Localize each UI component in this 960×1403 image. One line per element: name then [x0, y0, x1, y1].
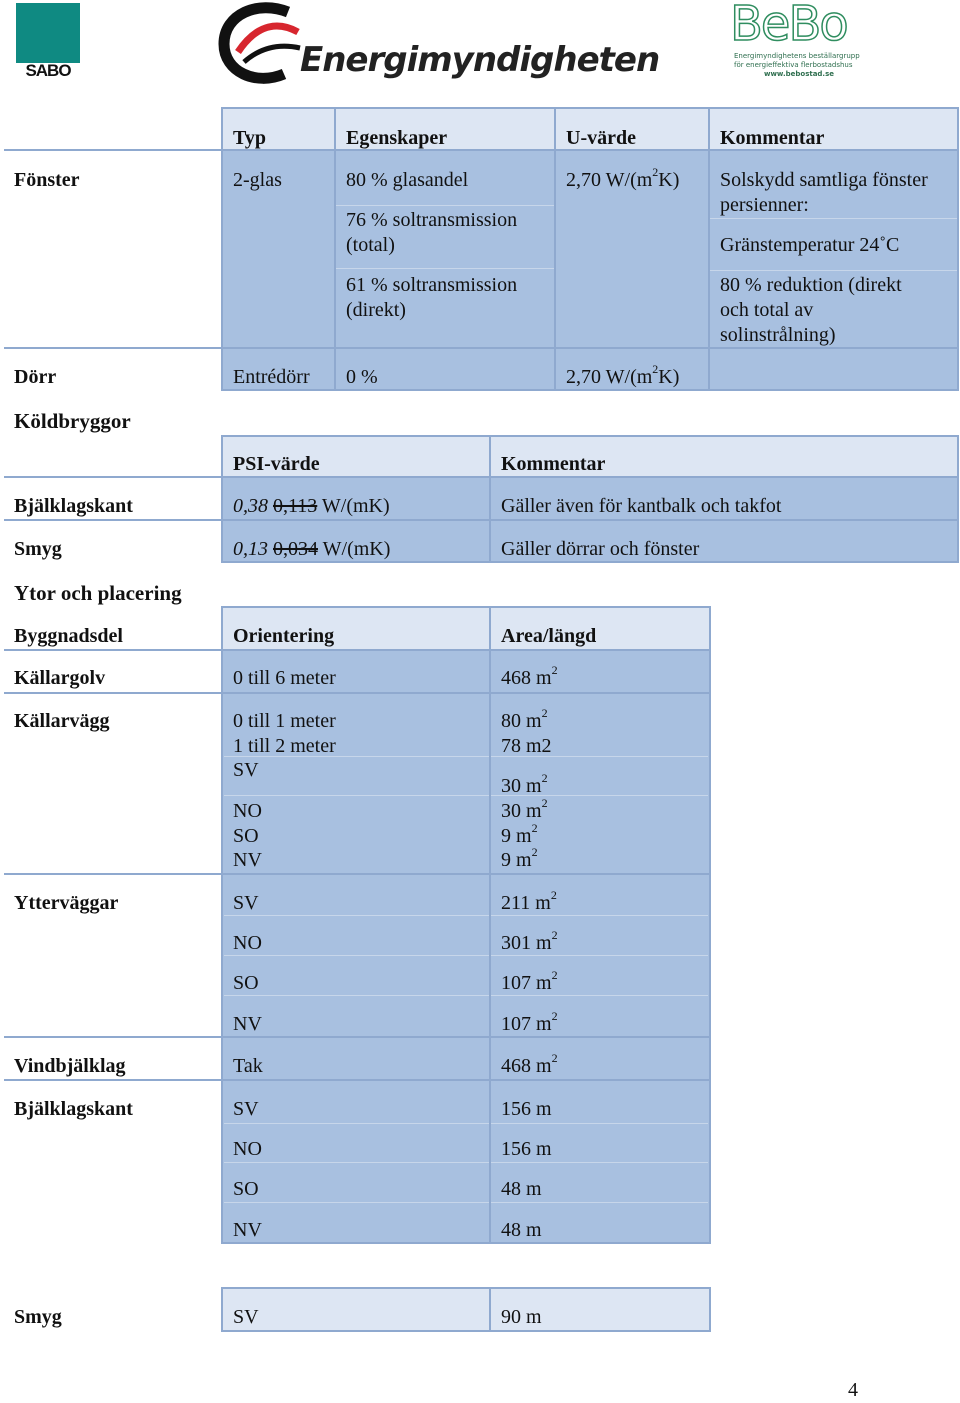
fonster-typ: 2-glas	[233, 169, 282, 191]
smyg-area: 90 m	[501, 1306, 542, 1328]
fonster-kommentar-1: Solskydd samtliga fönster persienner:	[720, 169, 928, 216]
kallarvagg-area-5: 9 $m^2$	[501, 821, 538, 847]
bjalklagskant-area-3: 48 m	[501, 1178, 542, 1200]
fonster-kommentar-2: Gränstemperatur 24˚C	[720, 234, 900, 256]
energimyndigheten-logo-text: Energimyndigheten	[300, 40, 660, 80]
header-egenskaper: Egenskaper	[346, 127, 448, 149]
row-label-bjalklagskant-psi: Bjälklagskant	[14, 495, 133, 517]
smyg-psi-comment: Gäller dörrar och fönster	[501, 538, 700, 560]
fonster-egenskap-1: 80 % glasandel	[346, 169, 469, 191]
energimyndigheten-logo	[218, 2, 660, 84]
row-label-kallarvagg: Källarvägg	[14, 710, 110, 732]
kallarvagg-orientering-6: NV	[233, 849, 262, 871]
row-label-kallargolv: Källargolv	[14, 667, 106, 689]
sabo-logo	[16, 3, 80, 80]
kallarvagg-orientering-4: NO	[233, 800, 262, 822]
yttervaggar-orientering-2: NO	[233, 932, 262, 954]
yttervaggar-orientering-4: NV	[233, 1013, 262, 1035]
header-kommentar-psi: Kommentar	[501, 453, 606, 475]
bebo-logo-text: BeBo	[730, 0, 847, 52]
kallargolv-area: 468 $m^2$	[501, 663, 558, 689]
bjalklagskant-area-4: 48 m	[501, 1219, 542, 1241]
kallarvagg-area-6: 9 $m^2$	[501, 845, 538, 871]
header-psi-varde: PSI-värde	[233, 453, 320, 475]
yttervaggar-orientering-3: SO	[233, 972, 259, 994]
vindbjalklag-area: 468 $m^2$	[501, 1051, 558, 1077]
psi-unit: W/(mK)	[322, 538, 391, 560]
bjalklagskant-psi-comment: Gäller även för kantbalk och takfot	[501, 495, 782, 517]
psi-unit: W/(mK)	[321, 495, 390, 517]
bjalklagskant-area-2: 156 m	[501, 1138, 552, 1160]
energimyndigheten-swoosh-icon	[218, 2, 302, 84]
bjalklagskant-orientering-1: SV	[233, 1098, 259, 1120]
header-typ: Typ	[233, 127, 266, 149]
bebo-logo	[728, 2, 864, 82]
kallarvagg-orientering-1: 0 till 1 meter	[233, 710, 336, 732]
bjalklagskant-orientering-2: NO	[233, 1138, 262, 1160]
kallarvagg-orientering-2: 1 till 2 meter	[233, 735, 336, 757]
psi-old-value: 0,113	[273, 495, 318, 517]
yttervaggar-area-1: 211 $m^2$	[501, 888, 557, 914]
kallarvagg-area-4: 30 $m^2$	[501, 796, 548, 822]
yttervaggar-orientering-1: SV	[233, 892, 259, 914]
bjalklagskant-orientering-4: NV	[233, 1219, 262, 1241]
sabo-logo-text: SABO	[25, 61, 71, 80]
bebo-url: www.bebostad.se	[764, 70, 835, 78]
row-label-smyg: Smyg	[14, 1306, 62, 1328]
smyg-psi-value	[233, 537, 390, 562]
bjalklagskant-area-1: 156 m	[501, 1098, 552, 1120]
dorr-u-varde: 2,70 $W/(m^2K)$	[566, 362, 680, 388]
fonster-egenskap-3: 61 % soltransmission (direkt)	[346, 274, 518, 321]
kallarvagg-area-2: 78 m2	[501, 735, 552, 757]
dorr-typ: Entrédörr	[233, 366, 310, 388]
kallarvagg-orientering-3: SV	[233, 759, 259, 781]
yttervaggar-area-4: 107 $m^2$	[501, 1009, 558, 1035]
kallarvagg-area-3: 30 $m^2$	[501, 771, 548, 797]
header-byggnadsdel: Byggnadsdel	[14, 625, 123, 647]
header-kommentar: Kommentar	[720, 127, 825, 149]
fonster-kommentar-3: 80 % reduktion (direkt och total av solinstrålning)	[720, 274, 902, 346]
row-label-fonster: Fönster	[14, 169, 80, 191]
header-u-varde: U-värde	[566, 127, 636, 149]
fonster-u-varde: 2,70 $W/(m^2K)$	[566, 165, 680, 191]
smyg-row-bg	[222, 1288, 710, 1330]
header-orientering: Orientering	[233, 625, 335, 647]
vindbjalklag-orientering: Tak	[233, 1055, 263, 1077]
kallarvagg-area-1: 80 $m^2$	[501, 706, 548, 732]
bjalklagskant-orientering-3: SO	[233, 1178, 259, 1200]
yttervaggar-area-2: 301 $m^2$	[501, 928, 558, 954]
section-title-koldbryggor: Köldbryggor	[14, 409, 131, 433]
smyg-orientering: SV	[233, 1306, 259, 1328]
psi-new-value: 0,13	[233, 538, 268, 560]
bebo-tagline-1: Energimyndighetens beställargrupp	[734, 52, 860, 60]
row-label-yttervaggar: Ytterväggar	[14, 892, 119, 914]
page-number: 4	[848, 1379, 858, 1401]
yttervaggar-area-3: 107 $m^2$	[501, 968, 558, 994]
bjalklagskant-psi-value	[233, 494, 390, 519]
row-label-bjalklagskant: Bjälklagskant	[14, 1098, 133, 1120]
row-label-vindbjalklag: Vindbjälklag	[14, 1055, 126, 1077]
fonster-egenskap-2: 76 % soltransmission (total)	[346, 209, 518, 256]
psi-new-value: 0,38	[233, 495, 268, 517]
header-area-langd: Area/längd	[501, 625, 597, 647]
dorr-egenskaper: 0 %	[346, 366, 378, 388]
row-label-dorr: Dörr	[14, 366, 57, 388]
psi-old-value: 0,034	[273, 538, 318, 560]
kallargolv-orientering: 0 till 6 meter	[233, 667, 336, 689]
bebo-tagline-2: för energieffektiva flerbostadshus	[734, 61, 853, 69]
section-title-ytor: Ytor och placering	[14, 581, 182, 605]
row-label-smyg-psi: Smyg	[14, 538, 62, 560]
kallarvagg-orientering-5: SO	[233, 825, 259, 847]
